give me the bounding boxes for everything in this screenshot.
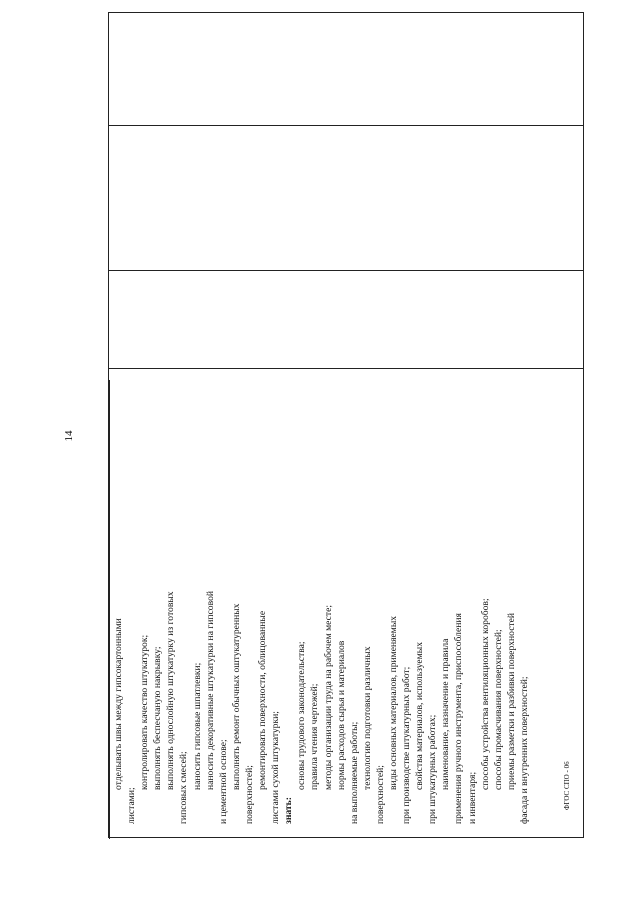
content-text bbox=[110, 378, 584, 828]
content-line: наносить гипсовые шпатлевки; bbox=[191, 662, 203, 790]
content-line: отделывать швы между гипсокартонными bbox=[113, 618, 124, 790]
content-line: основы трудового законодательства; bbox=[296, 641, 308, 790]
content-line: выполнять ремонт обычных оштукатуренных bbox=[230, 603, 242, 790]
content-line: и цементной основе; bbox=[217, 739, 229, 824]
content-line: виды основных материалов, применяемых bbox=[387, 615, 399, 790]
content-line: листами сухой штукатурки; bbox=[270, 711, 282, 824]
row-divider bbox=[109, 270, 583, 271]
content-cell bbox=[110, 370, 584, 828]
content-line: применения ручного инструмента, приспособления bbox=[453, 613, 465, 824]
content-line: способы промасчивания поверхностей; bbox=[492, 629, 504, 790]
content-line: способы устройства вентиляционных коробов; bbox=[479, 598, 491, 790]
content-line: поверхностей; bbox=[374, 765, 386, 824]
content-line: методы организации труда на рабочем месте; bbox=[322, 604, 334, 790]
footer-code: ФГОС СПО - 06 bbox=[563, 761, 571, 810]
content-line: при штукатурных работах; bbox=[427, 714, 439, 824]
content-line: фасада и внутренних поверхностей; bbox=[518, 676, 530, 824]
row-divider bbox=[109, 368, 583, 369]
content-line: поверхностей; bbox=[243, 765, 255, 824]
content-line: наименование, назначение и правила bbox=[440, 638, 452, 790]
content-line: нормы расходов сырья и материалов bbox=[335, 640, 347, 790]
content-line: гипсовых смесей; bbox=[178, 751, 190, 824]
content-line: контролировать качество штукатурок; bbox=[139, 634, 151, 790]
content-line: наносить декоративные штукатурки на гипсовой bbox=[204, 590, 216, 790]
content-line: листами; bbox=[126, 787, 138, 824]
content-line: технологию подготовки различных bbox=[361, 646, 373, 790]
page-number: 14 bbox=[63, 430, 75, 442]
content-line: при производстве штукатурных работ; bbox=[401, 666, 413, 824]
content-line: свойства материалов, используемых bbox=[414, 641, 426, 790]
content-line: знать: bbox=[283, 797, 295, 824]
content-line: правила чтения чертежей; bbox=[309, 683, 321, 790]
content-line: на выполняемые работы; bbox=[348, 721, 360, 824]
content-line: выполнять беспесчаную накрывку; bbox=[152, 646, 164, 790]
content-line: и инвентаря; bbox=[466, 771, 478, 824]
content-line: приемы разметки и разбивки поверхностей bbox=[505, 612, 517, 790]
row-divider bbox=[109, 125, 583, 126]
content-line: выполнять однослойную штукатурку из готовых bbox=[165, 591, 177, 790]
content-line: ремонтировать поверхности, облицованные bbox=[257, 610, 269, 790]
